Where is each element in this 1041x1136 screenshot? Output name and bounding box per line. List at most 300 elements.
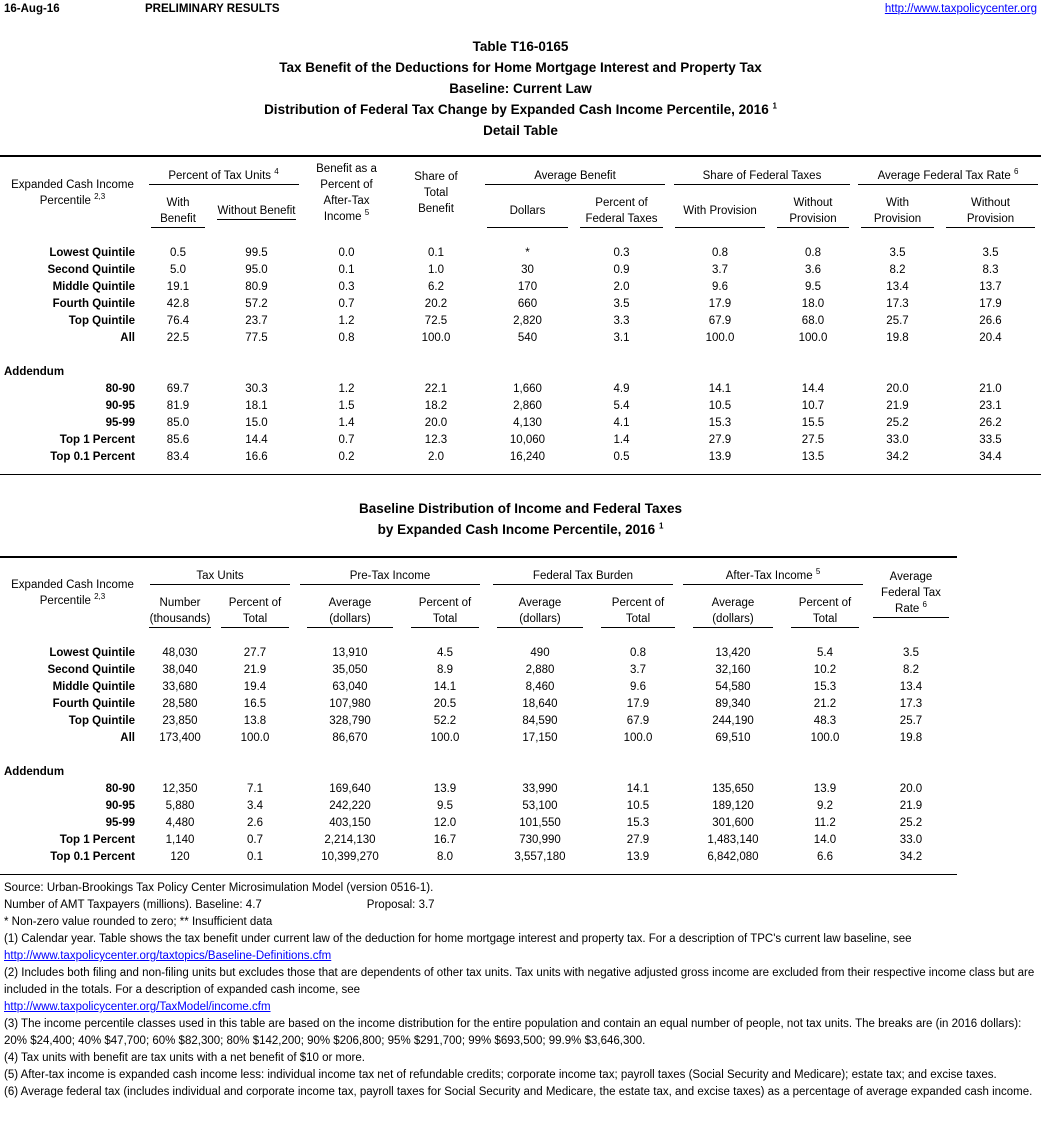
table-cell: 13.5 (801, 451, 825, 463)
table-cell: 3.5 (903, 647, 919, 659)
table-cell: 30 (521, 264, 534, 276)
table-cell: 10,399,270 (321, 851, 379, 863)
baseline-definitions-link[interactable]: http://www.taxpolicycenter.org/taxtopics/Baseline-Definitions.cfm (4, 950, 332, 962)
table-cell: * (525, 247, 530, 259)
table-cell: 27.9 (708, 434, 732, 446)
title-line-5: Detail Table (483, 123, 558, 138)
row-label: 95-99 (105, 417, 135, 429)
table-cell: 20.0 (899, 783, 923, 795)
table-cell: 1,140 (165, 834, 195, 846)
table-cell: 25.2 (899, 817, 923, 829)
table-cell: 69.7 (166, 383, 190, 395)
table-cell: 14.4 (245, 434, 268, 446)
table-cell: 107,980 (329, 698, 371, 710)
tpc-link[interactable]: http://www.taxpolicycenter.org (884, 3, 1037, 15)
row-label: All (120, 332, 135, 344)
table-cell: 54,580 (715, 681, 751, 693)
table-cell: 17.9 (708, 298, 732, 310)
col-header-pct-units: Percent of Tax Units $^4$ (145, 156, 302, 195)
table-cell: 14.1 (708, 383, 732, 395)
table-row (0, 296, 1041, 313)
row-label: Top Quintile (68, 715, 135, 727)
table-cell: 2.0 (613, 281, 630, 293)
table-cell: 0.1 (428, 247, 444, 259)
table-cell: 18.1 (245, 400, 268, 412)
table-cell: 540 (517, 332, 538, 344)
table-cell: 86,670 (332, 732, 368, 744)
table-cell: 8.2 (903, 664, 919, 676)
table-cell: 20.2 (424, 298, 448, 310)
table-cell: 32,160 (715, 664, 751, 676)
t2-col-header-number: Number (thousands) (145, 594, 215, 628)
t2-col-header-pretax-avg: Average (dollars) (295, 594, 405, 628)
table-cell: 19.8 (899, 732, 923, 744)
table-cell: 10.7 (801, 400, 825, 412)
table-cell: 8.0 (437, 851, 453, 863)
table-cell: 3.3 (613, 315, 630, 327)
income-definition-link[interactable]: http://www.taxpolicycenter.org/TaxModel/income.cfm (4, 1001, 271, 1013)
table-cell: 33.5 (979, 434, 1002, 446)
table-cell: 1.2 (338, 315, 355, 327)
t2-col-header-avg-rate: Average Federal Tax Rate $^6$ (865, 557, 957, 628)
table-cell: 1.2 (338, 383, 355, 395)
t2-col-header-aftertax-avg: Average (dollars) (681, 594, 785, 628)
table-cell: 13.7 (979, 281, 1002, 293)
table-cell: 42.8 (166, 298, 190, 310)
page-header (4, 3, 1037, 19)
table-cell: 35,050 (332, 664, 368, 676)
table-cell: 17.9 (626, 698, 650, 710)
row-label: Second Quintile (47, 264, 135, 276)
table-cell: 8,460 (525, 681, 555, 693)
row-label: Lowest Quintile (49, 247, 135, 259)
table-cell: 12.3 (424, 434, 448, 446)
table-cell: 4,130 (513, 417, 542, 429)
table-cell: 21.9 (886, 400, 909, 412)
table-cell: 328,790 (329, 715, 371, 727)
title-line-3: Baseline: Current Law (449, 81, 592, 96)
table-cell: 21.0 (979, 383, 1002, 395)
table-cell: 2,880 (525, 664, 555, 676)
table-cell: 8.2 (889, 264, 906, 276)
table-cell: 730,990 (519, 834, 561, 846)
note-1: (1) Calendar year. Table shows the tax benefit under current law of the deduction for home mortgage interest and property tax. For a description of TPC's current law baseline, see (4, 933, 912, 945)
col-header-share-total: Share of Total Benefit (414, 170, 458, 215)
table-cell: 34.2 (899, 851, 923, 863)
row-label: Lowest Quintile (49, 647, 135, 659)
table-cell: 38,040 (162, 664, 198, 676)
table-cell: 135,650 (712, 783, 754, 795)
table-cell: 8.3 (982, 264, 999, 276)
table-cell: 17.3 (899, 698, 923, 710)
table-cell: 0.9 (613, 264, 630, 276)
table-cell: 301,600 (712, 817, 754, 829)
table-cell: 1.5 (338, 400, 355, 412)
table-cell: 4.1 (613, 417, 630, 429)
row-label: Top 1 Percent (59, 834, 135, 846)
table-cell: 3.5 (613, 298, 630, 310)
table-cell: 83.4 (166, 451, 190, 463)
table-cell: 3.5 (982, 247, 999, 259)
table-cell: 0.8 (338, 332, 355, 344)
table-cell: 85.0 (166, 417, 190, 429)
table-cell: 0.1 (338, 264, 355, 276)
table-cell: 77.5 (245, 332, 268, 344)
table-cell: 48.3 (813, 715, 837, 727)
col-header-with-provision: With Provision (669, 195, 771, 228)
table-cell: 15.5 (801, 417, 825, 429)
table-cell: 189,120 (712, 800, 754, 812)
col-header-benefit-pct: Benefit as a Percent of After-Tax Income $^5$ (316, 162, 377, 223)
table-cell: 13.9 (433, 783, 457, 795)
table-cell: 68.0 (801, 315, 825, 327)
table-cell: 76.4 (166, 315, 190, 327)
table-cell: 100.0 (623, 732, 653, 744)
table-cell: 0.8 (805, 247, 821, 259)
col-header-avg-rate: Average Federal Tax Rate $^6$ (855, 156, 1041, 195)
table-cell: 0.5 (170, 247, 186, 259)
row-label: 90-95 (105, 800, 135, 812)
table-cell: 20.4 (979, 332, 1002, 344)
row-label: Middle Quintile (52, 281, 135, 293)
table-cell: 28,580 (162, 698, 198, 710)
row-label: 80-90 (105, 783, 135, 795)
table-cell: 12,350 (162, 783, 198, 795)
row-label: Top 0.1 Percent (50, 851, 135, 863)
table-cell: 6,842,080 (707, 851, 759, 863)
table-cell: 15.3 (813, 681, 837, 693)
table-cell: 19.8 (886, 332, 909, 344)
table-row (0, 279, 1041, 296)
table-cell: 16.6 (245, 451, 268, 463)
table-cell: 95.0 (245, 264, 268, 276)
table-row (0, 662, 957, 679)
table-cell: 25.7 (886, 315, 909, 327)
table-cell: 15.0 (245, 417, 268, 429)
table-cell: 660 (517, 298, 538, 310)
table-cell: 34.4 (979, 451, 1002, 463)
row-label: All (120, 732, 135, 744)
addendum-row (0, 849, 957, 866)
table-cell: 17.3 (886, 298, 909, 310)
table-cell: 13,910 (332, 647, 368, 659)
table-cell: 10,060 (509, 434, 546, 446)
table-cell: 3.4 (247, 800, 263, 812)
table-cell: 16.7 (433, 834, 457, 846)
table-cell: 26.6 (979, 315, 1002, 327)
title-line-2: Tax Benefit of the Deductions for Home Mortgage Interest and Property Tax (279, 60, 762, 75)
col-header-dollars: Dollars (481, 195, 574, 228)
table-cell: 13.9 (813, 783, 837, 795)
addendum-row (0, 449, 1041, 466)
col-header-without-provision: Without Provision (771, 195, 855, 228)
table-cell: 19.4 (243, 681, 267, 693)
addendum-row (0, 381, 1041, 398)
row-label: 80-90 (105, 383, 135, 395)
t2-col-header-tax-units: Tax Units (145, 557, 295, 594)
table-cell: 0.7 (247, 834, 263, 846)
table-cell: 9.5 (805, 281, 821, 293)
table-cell: 3.5 (889, 247, 906, 259)
table-cell: 5,880 (165, 800, 195, 812)
table-cell: 23.1 (979, 400, 1002, 412)
table-cell: 1,483,140 (707, 834, 759, 846)
row-label: Top 0.1 Percent (50, 451, 135, 463)
table-cell: 0.2 (338, 451, 355, 463)
footnotes (4, 880, 1036, 1101)
table-cell: 1.0 (428, 264, 444, 276)
table-cell: 18.2 (424, 400, 448, 412)
table-cell: 242,220 (329, 800, 371, 812)
table-cell: 2,820 (513, 315, 542, 327)
table-cell: 3.7 (630, 664, 646, 676)
table-cell: 14.4 (801, 383, 825, 395)
col-header-without-provision-rate: Without Provision (940, 195, 1041, 228)
table-cell: 4.9 (613, 383, 630, 395)
table-cell: 80.9 (245, 281, 268, 293)
table-cell: 67.9 (626, 715, 650, 727)
table-row (0, 245, 1041, 262)
table-cell: 12.0 (433, 817, 457, 829)
table-cell: 10.5 (626, 800, 650, 812)
table-cell: 6.2 (428, 281, 444, 293)
table-cell: 100.0 (798, 332, 828, 344)
table-cell: 17.9 (979, 298, 1002, 310)
table-cell: 4.5 (437, 647, 453, 659)
table-cell: 7.1 (247, 783, 263, 795)
addendum-row (0, 432, 1041, 449)
addendum-row (0, 832, 957, 849)
note-6: (6) Average federal tax (includes individual and corporate income tax, payroll taxes for Social Security and Medicare, the estate tax, and excise taxes) as a percentage of average expanded cash income. (4, 1086, 1033, 1098)
t2-col-header-pct-total: Percent of Total (215, 594, 295, 628)
row-label: 90-95 (105, 400, 135, 412)
table-cell: 0.7 (338, 434, 355, 446)
table-cell: 21.9 (243, 664, 267, 676)
table-cell: 14.1 (433, 681, 457, 693)
table-cell: 21.2 (813, 698, 837, 710)
table-cell: 169,640 (329, 783, 371, 795)
table-cell: 2.6 (247, 817, 263, 829)
report-date: 16-Aug-16 (4, 3, 60, 15)
table-cell: 100.0 (810, 732, 840, 744)
table-cell: 69,510 (715, 732, 751, 744)
table-cell: 48,030 (162, 647, 198, 659)
table-cell: 13.8 (243, 715, 267, 727)
source-note: Source: Urban-Brookings Tax Policy Center Microsimulation Model (version 0516-1). (4, 882, 434, 894)
table-cell: 9.2 (817, 800, 833, 812)
table-cell: 0.3 (613, 247, 630, 259)
table-cell: 5.4 (817, 647, 833, 659)
table-cell: 9.6 (712, 281, 728, 293)
table-cell: 3.7 (712, 264, 728, 276)
table-cell: 13.9 (626, 851, 650, 863)
table-cell: 13.9 (708, 451, 732, 463)
col-header-share-fed: Share of Federal Taxes (669, 156, 855, 195)
table-cell: 25.2 (886, 417, 909, 429)
table-cell: 120 (170, 851, 190, 863)
table-cell: 100.0 (430, 732, 460, 744)
table-cell: 13.4 (899, 681, 923, 693)
table-cell: 33,990 (522, 783, 558, 795)
table-cell: 100.0 (705, 332, 735, 344)
table-cell: 0.5 (613, 451, 630, 463)
table-cell: 27.9 (626, 834, 650, 846)
table-cell: 490 (530, 647, 550, 659)
table-cell: 16,240 (509, 451, 546, 463)
table-cell: 18.0 (801, 298, 825, 310)
table-cell: 89,340 (715, 698, 751, 710)
table-cell: 57.2 (245, 298, 268, 310)
t2-col-header-fed-burden: Federal Tax Burden (485, 557, 681, 594)
table-cell: 34.2 (886, 451, 909, 463)
status-label: PRELIMINARY RESULTS (145, 3, 280, 15)
addendum-row (0, 398, 1041, 415)
t2-col-header-burden-avg: Average (dollars) (485, 594, 595, 628)
table-cell: 100.0 (421, 332, 451, 344)
amt-note: Number of AMT Taxpayers (millions). Baseline: 4.7 Proposal: 3.7 (4, 899, 435, 911)
col-header-pct-fed: Percent of Federal Taxes (574, 195, 669, 228)
table-cell: 63,040 (332, 681, 368, 693)
row-label: 95-99 (105, 817, 135, 829)
table-cell: 1,660 (513, 383, 542, 395)
table-cell: 10.5 (708, 400, 732, 412)
table-cell: 0.8 (712, 247, 728, 259)
table-row (0, 262, 1041, 279)
table-cell: 14.1 (626, 783, 650, 795)
table-cell: 27.7 (243, 647, 267, 659)
table-row (0, 313, 1041, 330)
table-title (0, 36, 1041, 141)
table-cell: 244,190 (712, 715, 754, 727)
table-cell: 22.5 (166, 332, 190, 344)
row-label: Top Quintile (68, 315, 135, 327)
table-cell: 10.2 (813, 664, 837, 676)
table-cell: 21.9 (899, 800, 923, 812)
row-label: Fourth Quintile (52, 298, 135, 310)
col-header-without-benefit: Without Benefit (211, 195, 302, 228)
table-cell: 52.2 (433, 715, 457, 727)
t2-col-header-aftertax-pct: Percent of Total (785, 594, 865, 628)
table-cell: 20.5 (433, 698, 457, 710)
table-cell: 20.0 (424, 417, 448, 429)
table-cell: 3.1 (613, 332, 630, 344)
table-cell: 25.7 (899, 715, 923, 727)
table-cell: 1.4 (613, 434, 630, 446)
table-cell: 15.3 (626, 817, 650, 829)
table-row (0, 713, 957, 730)
table-cell: 18,640 (522, 698, 558, 710)
table-cell: 33.0 (886, 434, 909, 446)
table-cell: 99.5 (245, 247, 268, 259)
addendum-row (0, 781, 957, 798)
table-cell: 5.4 (613, 400, 630, 412)
star-note: * Non-zero value rounded to zero; ** Insufficient data (4, 916, 273, 928)
table-cell: 33.0 (899, 834, 923, 846)
baseline-title-line-2: by Expanded Cash Income Percentile, 2016 $^1$ (377, 521, 664, 537)
table-cell: 23,850 (162, 715, 198, 727)
addendum-row (0, 415, 1041, 432)
table-cell: 81.9 (166, 400, 190, 412)
table-cell: 101,550 (519, 817, 561, 829)
baseline-title-line-1: Baseline Distribution of Income and Federal Taxes (358, 501, 683, 516)
table-cell: 1.4 (338, 417, 355, 429)
table-cell: 3,557,180 (514, 851, 566, 863)
t2-col-header-percentile: Expanded Cash Income Percentile $^{2,3}$ (11, 579, 134, 607)
addendum-label: Addendum (4, 366, 65, 378)
table-cell: 19.1 (166, 281, 190, 293)
row-label: Middle Quintile (52, 681, 135, 693)
row-label: Second Quintile (47, 664, 135, 676)
table-cell: 0.8 (630, 647, 646, 659)
table-cell: 23.7 (245, 315, 268, 327)
table-cell: 26.2 (979, 417, 1002, 429)
table-cell: 0.1 (247, 851, 263, 863)
table-cell: 16.5 (243, 698, 267, 710)
table-cell: 20.0 (886, 383, 909, 395)
table-cell: 0.3 (338, 281, 355, 293)
tax-benefit-table (0, 155, 1041, 475)
table-cell: 9.5 (437, 800, 453, 812)
addendum-row (0, 798, 957, 815)
addendum-label: Addendum (4, 766, 65, 778)
table-cell: 14.0 (813, 834, 837, 846)
table-cell: 100.0 (240, 732, 270, 744)
t2-col-header-pretax-pct: Percent of Total (405, 594, 485, 628)
table-cell: 13.4 (886, 281, 909, 293)
table-row (0, 645, 957, 662)
t2-col-header-pretax: Pre-Tax Income (295, 557, 485, 594)
table-cell: 72.5 (424, 315, 448, 327)
table-cell: 30.3 (245, 383, 268, 395)
col-header-percentile: Expanded Cash Income Percentile $^{2,3}$ (11, 178, 134, 207)
table-cell: 84,590 (522, 715, 558, 727)
table-cell: 67.9 (708, 315, 732, 327)
note-5: (5) After-tax income is expanded cash income less: individual income tax net of refundable credits; corporate income tax; payroll taxes (Social Security and Medicare); estate tax; and excise taxes. (4, 1069, 997, 1081)
table-row (0, 696, 957, 713)
baseline-title (0, 498, 1041, 540)
table-cell: 33,680 (162, 681, 198, 693)
title-line-1: Table T16-0165 (472, 39, 569, 54)
note-4: (4) Tax units with benefit are tax units with a net benefit of $10 or more. (4, 1052, 365, 1064)
t2-col-header-burden-pct: Percent of Total (595, 594, 681, 628)
table-cell: 9.6 (630, 681, 646, 693)
table-row (0, 330, 1041, 347)
table-cell: 170 (517, 281, 538, 293)
col-header-with-provision-rate: With Provision (855, 195, 940, 228)
table-cell: 85.6 (166, 434, 190, 446)
table-cell: 6.6 (817, 851, 833, 863)
table-cell: 2,214,130 (324, 834, 376, 846)
table-cell: 22.1 (424, 383, 448, 395)
note-3: (3) The income percentile classes used in this table are based on the income distribution for the entire population and contain an equal number of people, not tax units. The breaks are (in 2016 dollars): 20% $24,400; 40% $47,700; 60% $82,300; 80% $142,200; 90% $206,800; 95% $291,700; 99% $693,500; 99.9% $3,646,300. (4, 1018, 1022, 1047)
table-cell: 0.7 (338, 298, 355, 310)
addendum-row (0, 815, 957, 832)
table-cell: 13,420 (715, 647, 751, 659)
table-row (0, 730, 957, 747)
table-cell: 173,400 (159, 732, 201, 744)
table-cell: 11.2 (814, 817, 836, 829)
baseline-distribution-table (0, 556, 957, 875)
table-cell: 8.9 (437, 664, 453, 676)
row-label: Top 1 Percent (59, 434, 135, 446)
table-cell: 403,150 (329, 817, 371, 829)
col-header-with-benefit: With Benefit (145, 195, 211, 228)
table-cell: 17,150 (522, 732, 558, 744)
col-header-avg-benefit: Average Benefit (481, 156, 669, 195)
title-line-4: Distribution of Federal Tax Change by Expanded Cash Income Percentile, 2016 $^1$ (264, 101, 777, 117)
table-cell: 27.5 (801, 434, 825, 446)
table-cell: 3.6 (805, 264, 821, 276)
